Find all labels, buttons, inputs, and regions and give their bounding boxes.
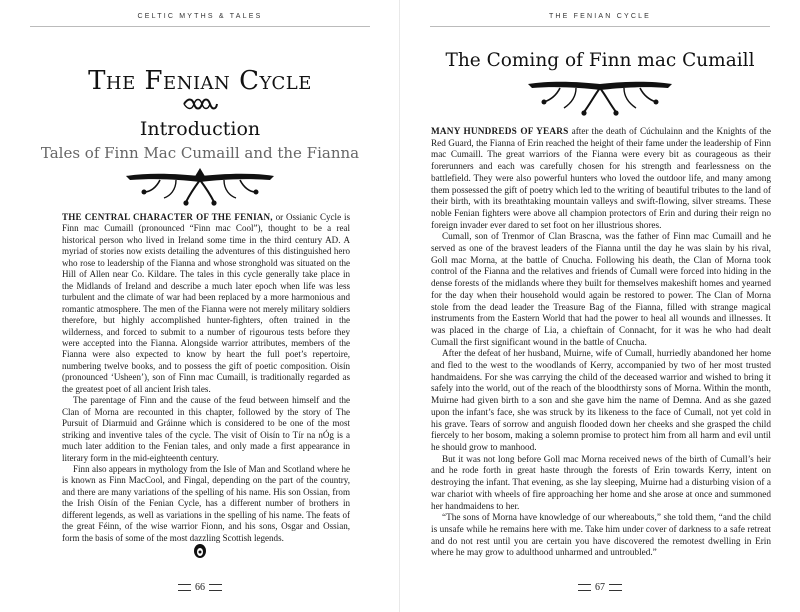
floral-swirl-ornament-icon: [120, 162, 280, 208]
header-rule-right: [430, 26, 770, 27]
page-number-left: 66: [0, 582, 400, 593]
section-title: Introduction: [139, 118, 261, 140]
chapter-title: The Coming of Finn mac Cumaill: [445, 50, 755, 71]
folio-ornament-icon: [578, 584, 591, 591]
running-head-left: CELTIC MYTHS & TALES: [137, 13, 263, 20]
left-paragraph-2: The parentage of Finn and the cause of the feud between himself and the Clan of Morna are recounted in this chapter, followed by the story of The Pursuit of Diarmuid and Gráinne which is considered to be one of the most striking and inventive tales of the cycle. The visit of Oisín to Tír na nÓg is a much later addition to the Fenian tales, and only made a first appearance in literary form in the mid-eighteenth century.: [62, 395, 350, 463]
running-head-right: THE FENIAN CYCLE: [548, 13, 652, 20]
folio-ornament-icon: [209, 584, 222, 591]
acorn-end-mark-icon: [192, 541, 208, 559]
floral-swirl-ornament-icon: [522, 76, 678, 120]
right-paragraph-5: “The sons of Morna have knowledge of our whereabouts,” she told them, “and the child is unsafe while he remains here with me. Take him under cover of darkness to a safe retreat and do not rest until you are certain you have discovered the remotest dwelling in Erin where he may grow to adulthood unharmed and untroubled.”: [431, 513, 771, 559]
left-paragraph-1: THE CENTRAL CHARACTER OF THE FENIAN, or Ossianic Cycle is Finn mac Cumaill (pronounced “Finn mac Cool”), thought to be a real historical person who lived in Ireland some time in the third century AD. A myriad of stories now exists detailing the adventures of this distinguished hero who rose to leadership of the Fianna and whose stronghold was situated on the Hill of Allen near Co. Kildare. The tales in this cycle generally take place in the Midlands of Ireland and describe a much later epoch when life was less turbulent and the climate of war had been replaced by a more harmonious and romantic atmosphere. The men of the Fianna were not merely military soldiers therefore, but highly accomplished hunter-fighters, often trained in the wilderness, and forced to submit to a number of rigourous tests before they were accepted into the Fianna. Alongside warrior attributes, members of the Fianna were also expected to know by heart the full poet’s repertoire, numbering twelve books, and to possess the gift of poetic composition. Oisín (pronounced ‘Usheen’), son of Finn mac Cumaill, is traditionally regarded as the greatest poet of all ancient Irish tales.: [62, 212, 350, 394]
left-lead-in: THE CENTRAL CHARACTER OF THE FENIAN,: [62, 212, 273, 222]
knotwork-flourish-icon: [180, 97, 220, 111]
folio-ornament-icon: [178, 584, 191, 591]
page-number-right: 67: [400, 582, 800, 593]
right-page: [400, 0, 800, 612]
right-paragraph-1: MANY HUNDREDS OF YEARS after the death of Cúchulainn and the Knights of the Red Guard, the Fianna of Erin reached the height of their fame under the leadership of Finn mac Cumaill. The great warriors of the Fianna were every bit as courageous as their forerunners and each was carefully chosen for his strength and fearlessness on the battlefield. They were also powerful hunters who loved the outdoor life, and many among them possessed the gift of poetry which led to the writing of beautiful tributes to the land of their birth, with its breathtaking mountain valleys and swift-flowing, silver streams. These noble Fenian fighters were above all champion protectors of Erin and during their reign no foreign invader ever dared to set foot on her illustrious shores.: [431, 127, 772, 231]
right-lead-in: MANY HUNDREDS OF YEARS: [431, 127, 569, 137]
header-rule-left: [30, 26, 370, 27]
section-subtitle: Tales of Finn Mac Cumaill and the Fianna: [40, 144, 360, 162]
right-paragraph-4: But it was not long before Goll mac Morna received news of the birth of Cumall’s heir and he rode forth in great haste through the forests of Erin towards Kerry, intent on destroying the infant. That evening, as she lay sleeping, Muirne had a disturbing vision of a war chariot with wheels of fire approaching her home and she arose at once and summoned her handmaidens to her.: [431, 454, 771, 512]
part-title: The Fenian Cycle: [88, 66, 312, 96]
folio-ornament-icon: [609, 584, 622, 591]
left-paragraph-3: Finn also appears in mythology from the Isle of Man and Scotland where he is known as Finn MacCool, and Fingal, depending on the part of the country, and there are many variations of the spelling of his name. His son Ossian, from the Irish Oisín of the Fenian Cycle, has a different number of brothers in different legends, as well as variations in the spelling of his name. The feats of the great Féinn, of the wise warrior Fionn, and his sons, Osgar and Ossian, form the basis of some of the most dazzling Scottish legends.: [62, 463, 350, 543]
right-paragraph-3: After the defeat of her husband, Muirne, wife of Cumall, hurriedly abandoned her home and fled to the west to the woodlands of Kerry, accompanied by two of her most trusted handmaidens. For she was carrying the child of the deceased warrior and wished to bring it safely into the world, out of the reach of the bloodthirsty sons of Morna. Within the month, Muirne had given birth to a son and she gave him the name of Demna. And as she gazed upon the infant’s face, she was struck by its likeness to the face of Cumall, not yet cold in his grave. Tears of sorrow and anguish flooded down her cheeks and she grasped the child fiercely to her bosom, making a solemn promise to protect him from all harm and evil until he should grow to manhood.: [431, 349, 771, 453]
right-body-text: [431, 127, 771, 560]
left-body-text: [62, 212, 350, 544]
right-paragraph-2: Cumall, son of Trenmor of Clan Brascna, was the father of Finn mac Cumaill and he served as one of the bravest leaders of the Fianna until the day he was slain by his rival, Goll mac Morna, at the battle of Cnucha. Following his death, the Clan of Morna took control of the Fianna and the relatives and friends of Cumall were forced into hiding in the dense forests of the midlands where they built for themselves makeshift homes and yearned for the day when their household would again be restored to power. The Clan of Morna stole from the dead leader the Treasure Bag of the Fianna, filled with strange magical instruments from the Eastern World that had the power to heal all wounds and illnesses. It was placed in the charge of Lia, a chieftain of Connacht, for it was he who had dealt Cumall the first significant wound in the battle of Cnucha.: [431, 232, 771, 348]
